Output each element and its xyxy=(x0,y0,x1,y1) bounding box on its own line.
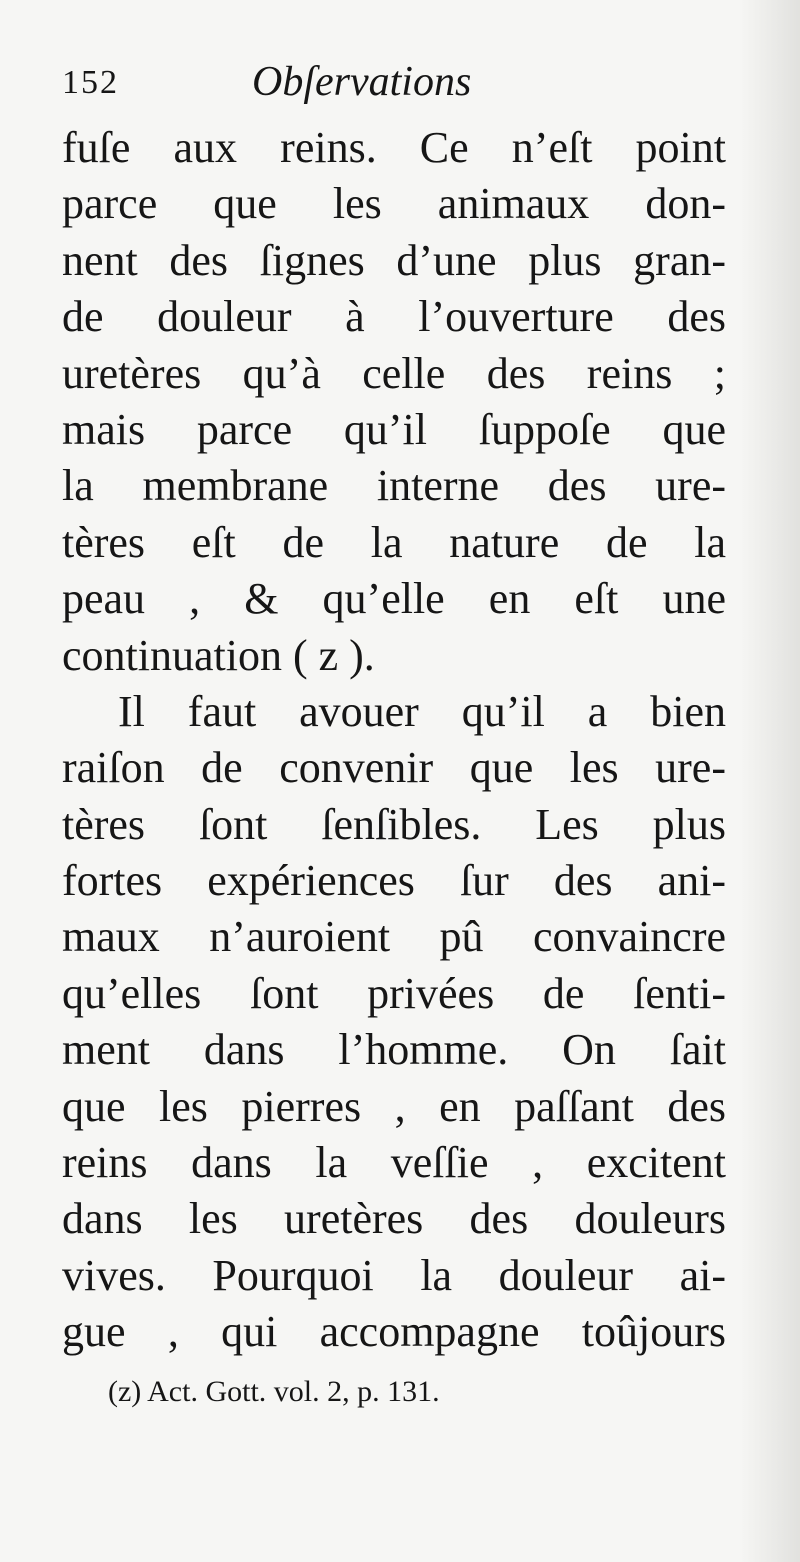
text-line: parce que les animaux don- xyxy=(62,179,726,229)
text-line: la membrane interne des ure- xyxy=(62,461,726,511)
running-title: Obſervations xyxy=(252,59,472,105)
text-line: vives. Pourquoi la douleur ai- xyxy=(62,1250,726,1300)
text-line: uretères qu’à celle des reins ; xyxy=(62,348,726,398)
text-line: fortes expériences ſur des ani- xyxy=(62,856,726,906)
text-line: qu’elles ſont privées de ſenti- xyxy=(62,968,726,1018)
page-edge-shading xyxy=(740,0,800,1562)
paragraph-end-line: continuation ( z ). xyxy=(62,630,375,680)
text-line: ment dans l’homme. On ſait xyxy=(62,1025,726,1075)
running-head xyxy=(62,58,726,120)
text-line: gue , qui accompagne toûjours xyxy=(62,1307,726,1357)
footnote: (z) Act. Gott. vol. 2, p. 131. xyxy=(108,1374,440,1408)
text-line: de douleur à l’ouverture des xyxy=(62,292,726,342)
text-line: maux n’auroient pû convaincre xyxy=(62,912,726,962)
text-line: reins dans la veſſie , excitent xyxy=(62,1138,726,1188)
page-number: 152 xyxy=(62,64,119,101)
text-line: que les pierres , en paſſant des xyxy=(62,1081,726,1131)
text-line: mais parce qu’il ſuppoſe que xyxy=(62,404,726,454)
text-block xyxy=(62,58,726,1409)
text-line: raiſon de convenir que les ure- xyxy=(62,743,726,793)
text-line: peau , & qu’elle en eſt une xyxy=(62,574,726,624)
text-line: nent des ſignes d’une plus gran- xyxy=(62,235,726,285)
paragraph-first-line: Il faut avouer qu’il a bien xyxy=(118,686,726,736)
text-line: fuſe aux reins. Ce n’eſt point xyxy=(62,123,726,172)
text-line: tères eſt de la nature de la xyxy=(62,517,726,567)
text-line: dans les uretères des douleurs xyxy=(62,1194,726,1244)
text-line: tères ſont ſenſibles. Les plus xyxy=(62,799,726,849)
